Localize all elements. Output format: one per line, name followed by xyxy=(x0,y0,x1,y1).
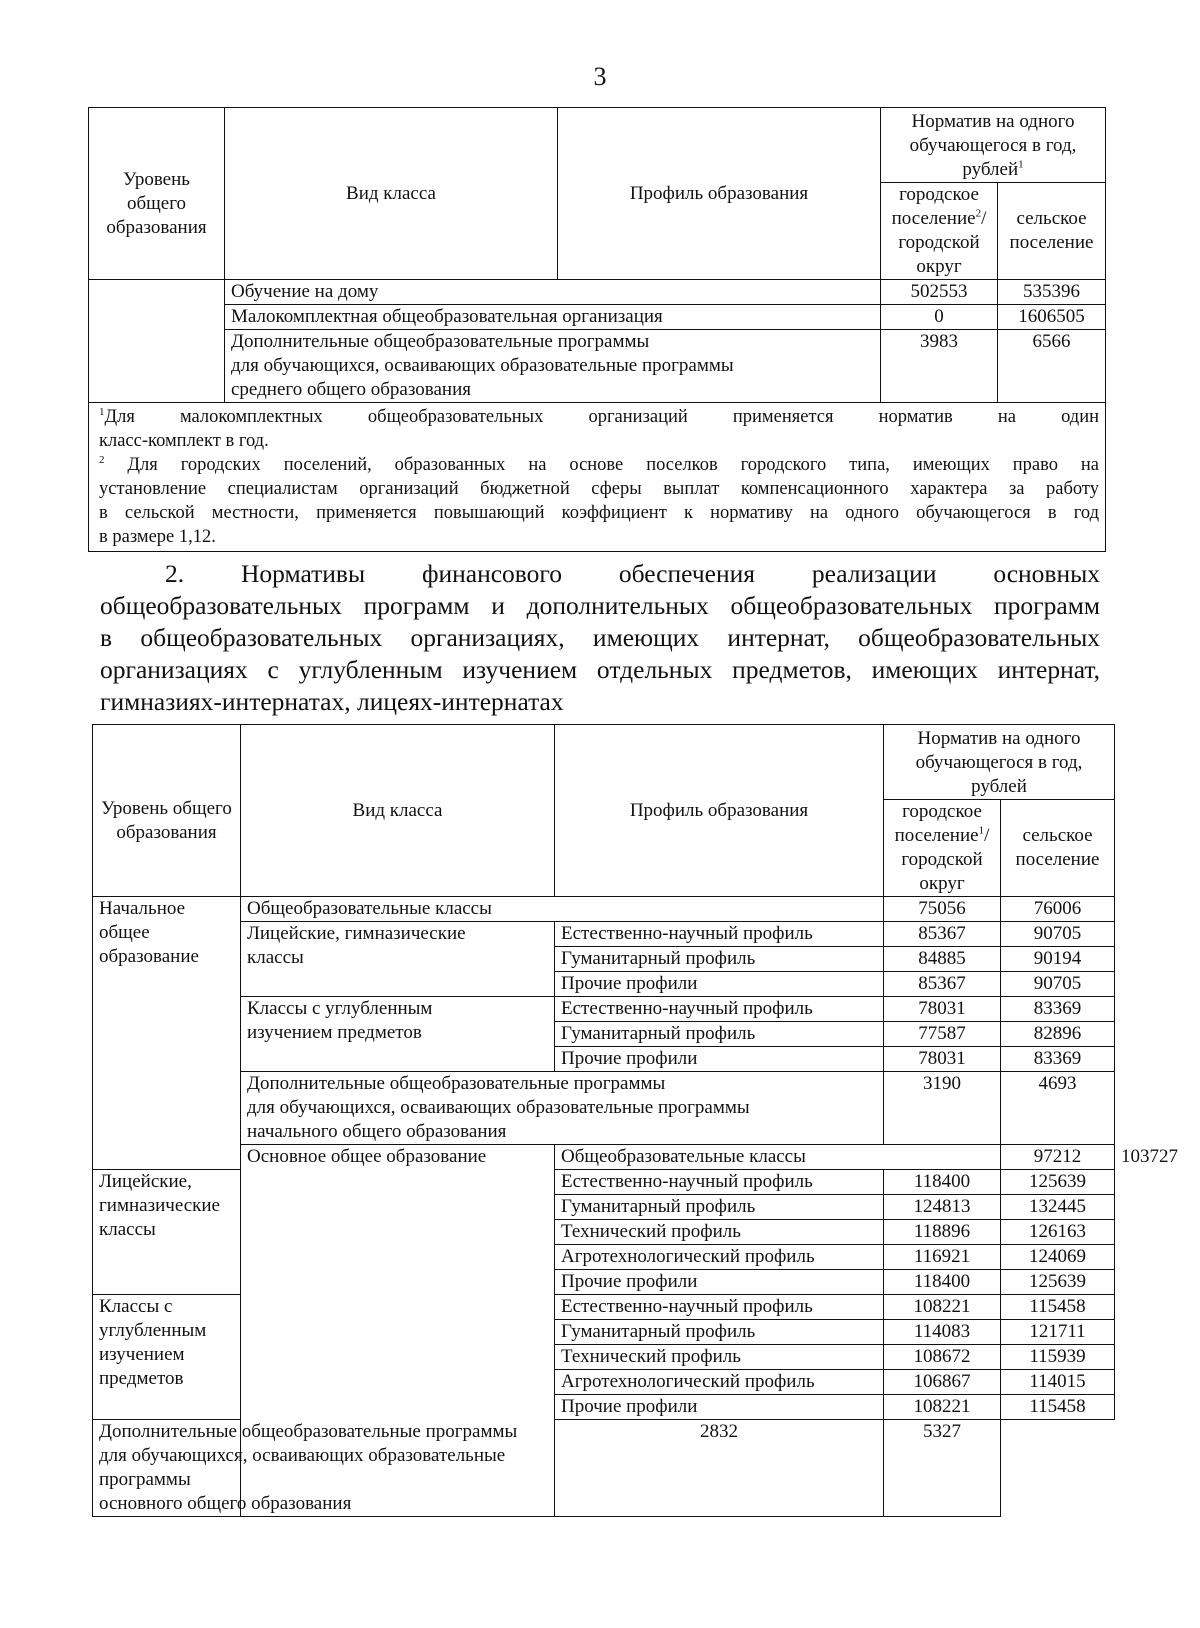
header-profile: Профиль образования xyxy=(555,725,884,897)
row-label: Дополнительные общеобразовательные программы для обучающихся, осваивающих образовательные программы среднего общего образования xyxy=(225,330,881,403)
value-rural: 4693 xyxy=(1001,1072,1115,1145)
value-urban: 118400 xyxy=(884,1270,1001,1295)
value-urban: 84885 xyxy=(884,947,1001,972)
profile-name: Прочие профили xyxy=(555,1395,884,1420)
norms-table-continued xyxy=(88,107,1106,552)
footnote-2: $^2$ Для городских поселений, образованных на основе поселков городского типа, имеющих право на xyxy=(99,453,1100,475)
value-urban: 118896 xyxy=(884,1220,1001,1245)
value-rural: 126163 xyxy=(1001,1220,1115,1245)
value-rural: 6566 xyxy=(998,330,1106,403)
value-rural: 90194 xyxy=(1001,947,1115,972)
value-rural: 115939 xyxy=(1001,1345,1115,1370)
value-rural: 82896 xyxy=(1001,1022,1115,1047)
profile-name: Естественно-научный профиль xyxy=(555,1295,884,1320)
profile-name: Технический профиль xyxy=(555,1220,884,1245)
value-urban: 75056 xyxy=(884,897,1001,922)
value-rural: 76006 xyxy=(1001,897,1115,922)
value-rural: 125639 xyxy=(1001,1170,1115,1195)
class-type-lyceum: Лицейские, гимназические классы xyxy=(93,1170,241,1295)
value-urban: 118400 xyxy=(884,1170,1001,1195)
row-label: Дополнительные общеобразовательные программы для обучающихся, осваивающих образовательные программы начального общего образования xyxy=(241,1072,884,1145)
profile-name: Естественно-научный профиль xyxy=(555,1170,884,1195)
footnotes: $^1$Для малокомплектных общеобразовательных организаций применяется норматив на один класс-комплект в год. $^2$ Для городских поселений, образованных на основе поселков городского типа, имеющих право на установление специалистам организаций бюджетной сферы выплат компенсационного характера за работу в сельской местности, применяется повышающий коэффициент к нормативу на одного обучающегося в год в размере 1,12. xyxy=(89,403,1106,552)
level-primary: Начальное общее образование xyxy=(93,897,241,1170)
row-label: Малокомплектная общеобразовательная организация xyxy=(225,305,881,330)
value-rural: 83369 xyxy=(1001,1047,1115,1072)
value-urban: 124813 xyxy=(884,1195,1001,1220)
value-urban: 85367 xyxy=(884,972,1001,997)
profile-name: Технический профиль xyxy=(555,1345,884,1370)
level-cell-empty xyxy=(89,280,225,403)
header-level: Уровень общего образования xyxy=(89,108,225,280)
value-urban: 2832 xyxy=(555,1420,884,1517)
value-urban: 502553 xyxy=(881,280,998,305)
value-rural: 121711 xyxy=(1001,1320,1115,1345)
profile-name: Прочие профили xyxy=(555,972,884,997)
class-type-lyceum: Лицейские, гимназические классы xyxy=(241,922,555,997)
value-urban: 3983 xyxy=(881,330,998,403)
profile-name: Гуманитарный профиль xyxy=(555,1320,884,1345)
value-urban: 106867 xyxy=(884,1370,1001,1395)
value-rural: 83369 xyxy=(1001,997,1115,1022)
section-2-heading: 2. Нормативы финансового обеспечения реализации основных общеобразовательных программ и дополнительных общеобразовательных программ в общеобразовательных организациях, имеющих интернат, общеобразовательных организациях с углубленным изучением отдельных предметов, имеющих интернат, гимназиях-интернатах, лицеях-интернатах xyxy=(100,559,1100,716)
norms-table-boarding: Уровень общего образования Вид класса Профиль образования Норматив на одного обучающегося в год, рублей городское поселение$^1$/ городской округ сельское поселение Начальное общее образование Общеобразовательные классы 75056 76006 Лицейские, гимназические классы Естественно-научный профиль 85367 90705 Гуманитарный профиль 84885 90194 Прочие профили 85367 90705 Классы с углубленным изучением предметов Естественно-научный профиль 78031 83369 Гуманитарный профиль 77587 82896 Прочие профили 78031 83369 Дополнительные общеобразовательные программы для обучающихся, осваивающих образовательные программы начального общего образования 3190 4693 Основное общее образование Общеобразовательные классы 97212 103727 Лицейские, гимназические классы Естественно-научный профиль 118400 125639 Гуманитарный профиль 124813 132445 Технический профиль 118896 126163 Агротехнологический профиль 116921 124069 Прочие профили 118400 125639 Классы с углубленным изучением предметов Естественно-научный профиль 108221 115458 Гуманитарный профиль 114083 121711 Технический профиль 108672 115939 Агротехнологический профиль 106867 114015 Прочие профили 108221 115458 Дополнительные общеобразовательные программы для обучающихся, осваивающих образовательные программы основного общего образования 2832 5327 xyxy=(92,724,1115,1517)
value-rural: 115458 xyxy=(1001,1295,1115,1320)
value-urban: 108672 xyxy=(884,1345,1001,1370)
profile-name: Прочие профили xyxy=(555,1047,884,1072)
header-profile: Профиль образования xyxy=(558,108,881,280)
value-rural: 124069 xyxy=(1001,1245,1115,1270)
header-urban: городское поселение$^1$/ городской округ xyxy=(884,800,1001,897)
class-type-advanced: Классы с углубленным изучением предметов xyxy=(93,1295,241,1420)
value-rural: 132445 xyxy=(1001,1195,1115,1220)
header-class-type: Вид класса xyxy=(241,725,555,897)
value-rural: 90705 xyxy=(1001,972,1115,997)
header-norm: Норматив на одного обучающегося в год, рублей xyxy=(884,725,1115,800)
header-urban: городское поселение$^2$/ городской округ xyxy=(881,183,998,280)
value-urban: 116921 xyxy=(884,1245,1001,1270)
header-rural: сельское поселение xyxy=(1001,800,1115,897)
row-label: Общеобразовательные классы xyxy=(555,1145,1001,1170)
header-class-type: Вид класса xyxy=(225,108,558,280)
profile-name: Естественно-научный профиль xyxy=(555,997,884,1022)
value-urban: 0 xyxy=(881,305,998,330)
value-rural: 5327 xyxy=(884,1420,1001,1517)
value-rural: 1606505 xyxy=(998,305,1106,330)
value-rural: 114015 xyxy=(1001,1370,1115,1395)
value-rural: 115458 xyxy=(1001,1395,1115,1420)
value-urban: 114083 xyxy=(884,1320,1001,1345)
profile-name: Гуманитарный профиль xyxy=(555,1195,884,1220)
footnote-1: $^1$Для малокомплектных общеобразовательных организаций применяется норматив на один xyxy=(99,405,1100,427)
page-number: 3 xyxy=(593,62,607,91)
value-urban: 108221 xyxy=(884,1295,1001,1320)
profile-name: Прочие профили xyxy=(555,1270,884,1295)
profile-name: Гуманитарный профиль xyxy=(555,1022,884,1047)
value-urban: 85367 xyxy=(884,922,1001,947)
value-urban: 77587 xyxy=(884,1022,1001,1047)
profile-name: Агротехнологический профиль xyxy=(555,1245,884,1270)
value-rural: 125639 xyxy=(1001,1270,1115,1295)
class-type-advanced: Классы с углубленным изучением предметов xyxy=(241,997,555,1072)
value-rural: 90705 xyxy=(1001,922,1115,947)
header-norm: Норматив на одного обучающегося в год, рублей$^1$ xyxy=(881,108,1106,183)
level-basic: Основное общее образование xyxy=(241,1145,555,1517)
row-label: Обучение на дому xyxy=(225,280,881,305)
value-urban: 78031 xyxy=(884,1047,1001,1072)
profile-name: Естественно-научный профиль xyxy=(555,922,884,947)
value-urban: 78031 xyxy=(884,997,1001,1022)
row-label: Общеобразовательные классы xyxy=(241,897,884,922)
value-urban: 3190 xyxy=(884,1072,1001,1145)
profile-name: Агротехнологический профиль xyxy=(555,1370,884,1395)
value-rural: 535396 xyxy=(998,280,1106,305)
profile-name: Гуманитарный профиль xyxy=(555,947,884,972)
value-urban: 108221 xyxy=(884,1395,1001,1420)
header-level: Уровень общего образования xyxy=(93,725,241,897)
value-urban: 97212 xyxy=(1001,1145,1115,1170)
row-label: Дополнительные общеобразовательные программы для обучающихся, осваивающих образовательные программы основного общего образования xyxy=(93,1420,555,1517)
header-rural: сельское поселение xyxy=(998,183,1106,280)
